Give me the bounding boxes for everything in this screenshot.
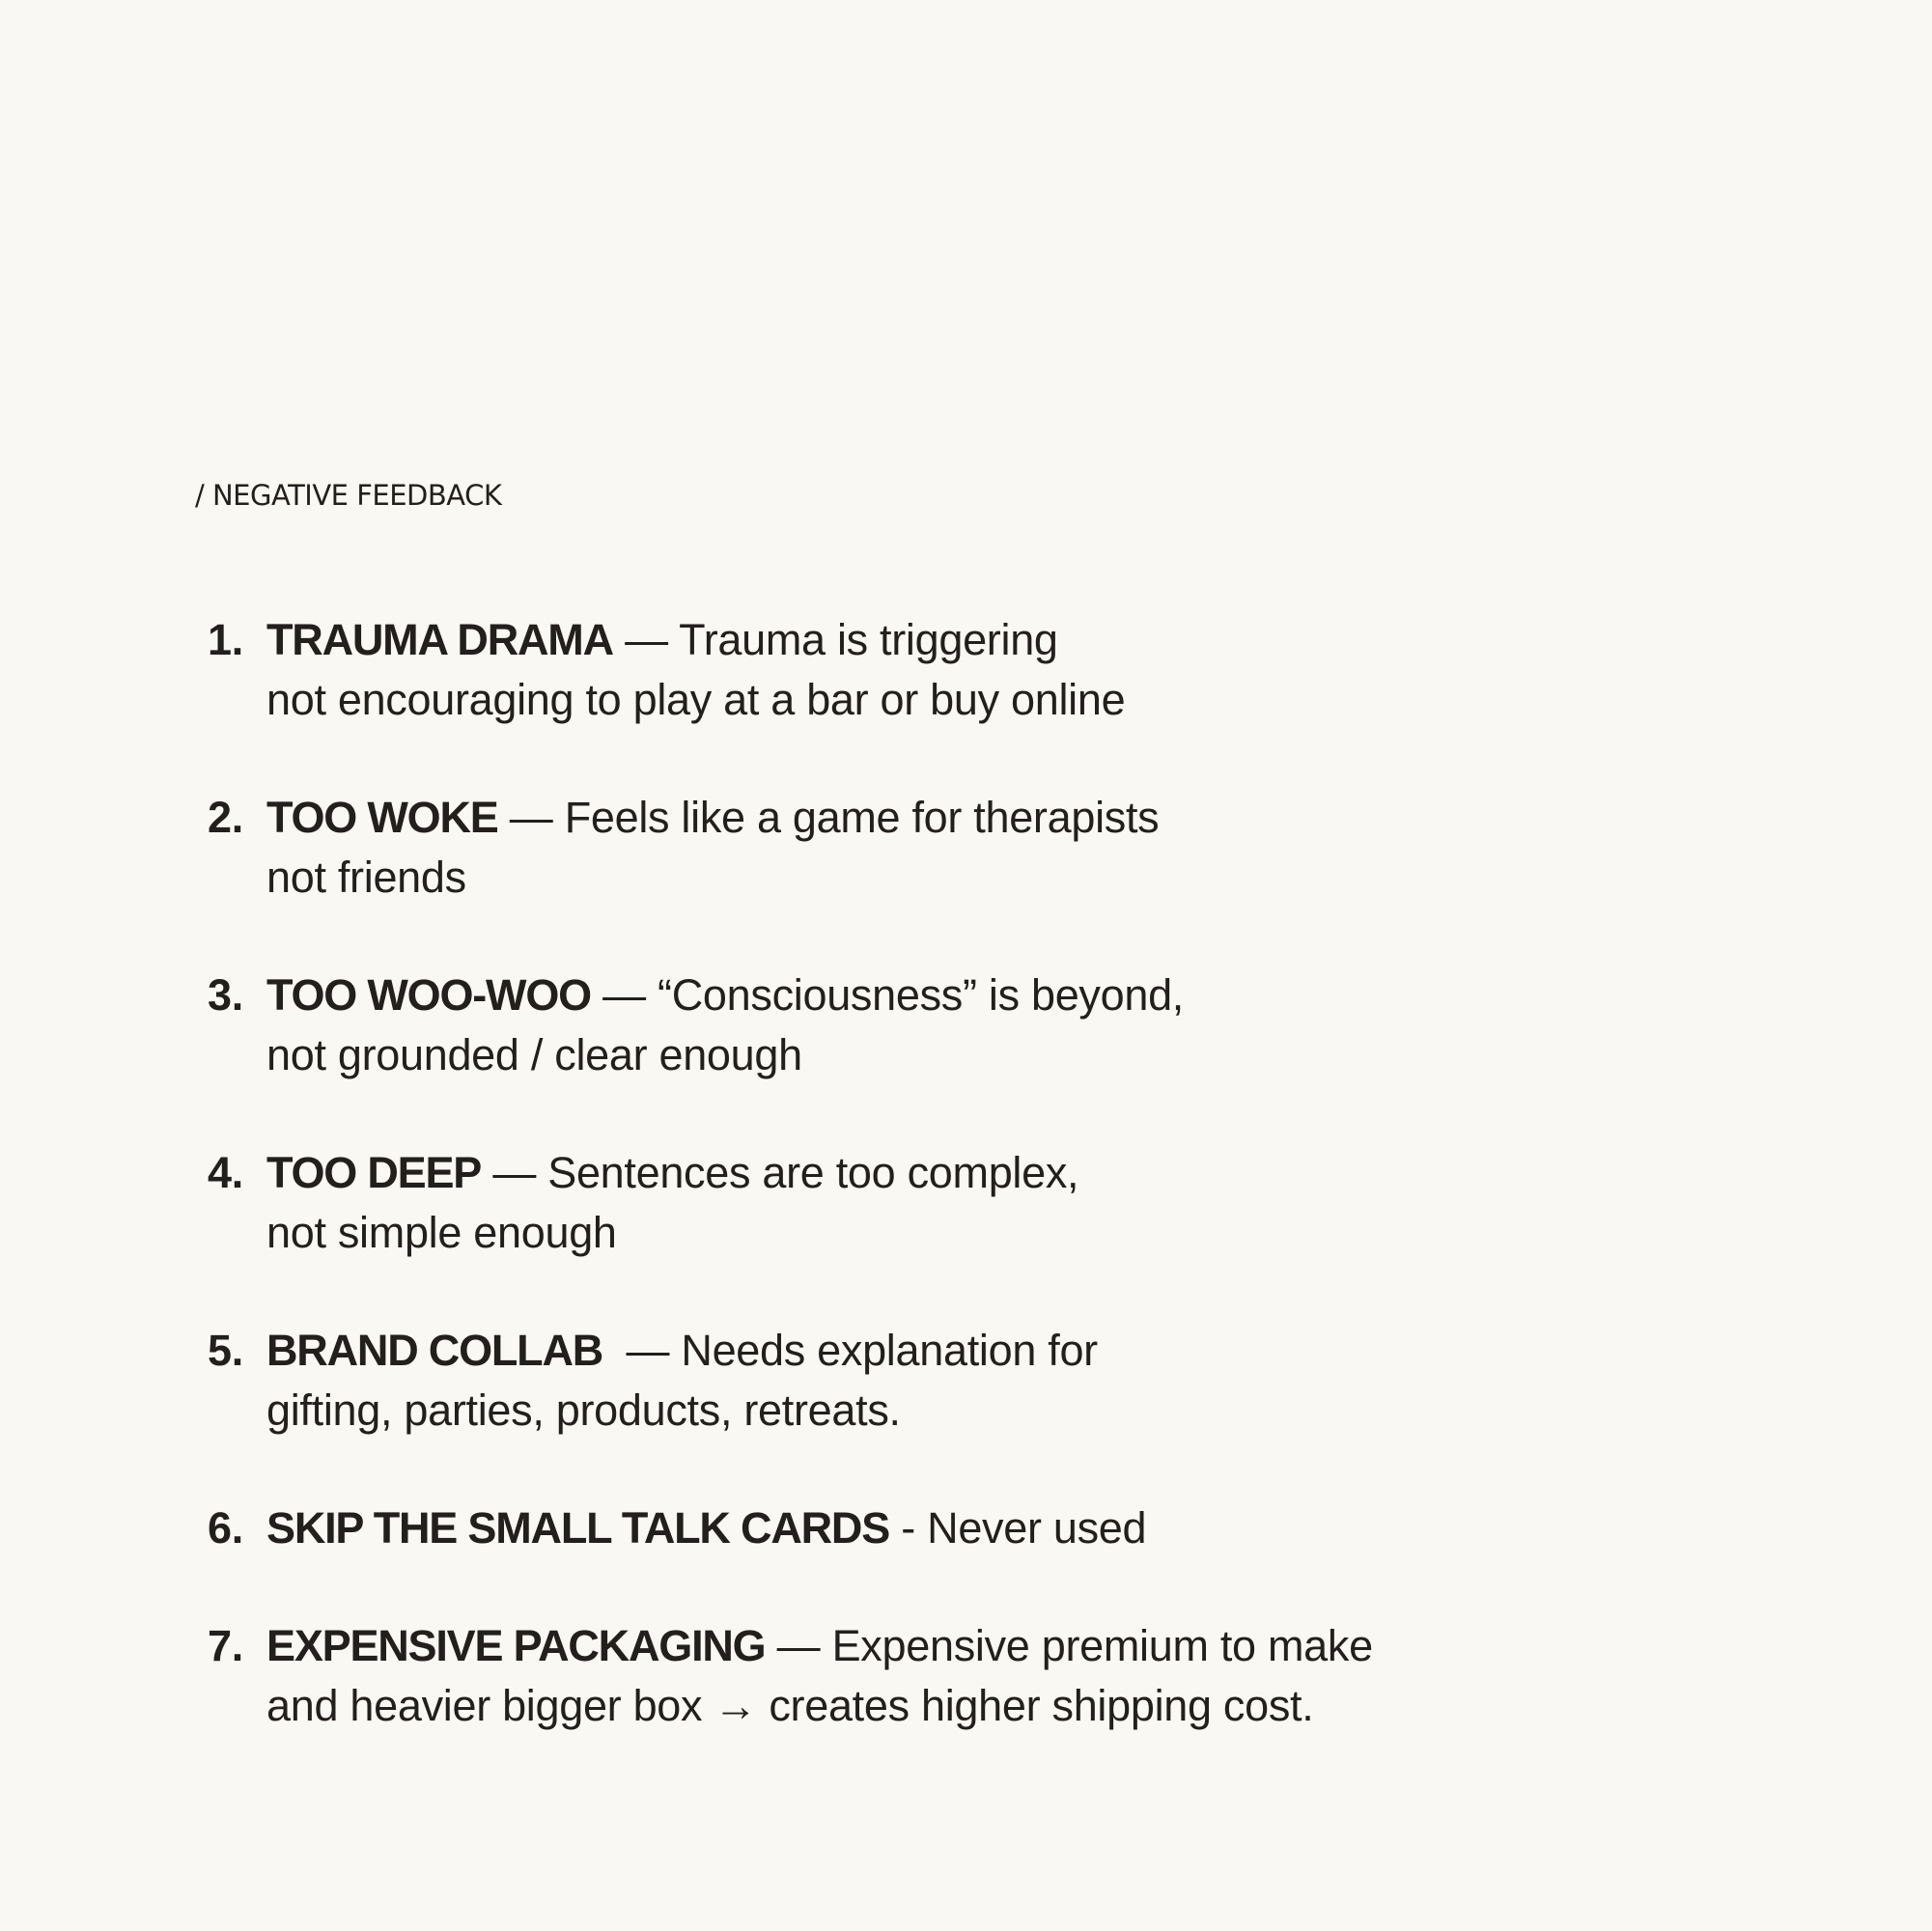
item-separator: —: [590, 970, 658, 1020]
item-title: TOO DEEP: [266, 1148, 482, 1197]
item-number: 4.: [208, 1148, 243, 1197]
item-first-line: [266, 1143, 1752, 1203]
item-separator: —: [602, 1326, 682, 1375]
item-description-line2: and heavier bigger box → creates higher shipping cost.: [266, 1681, 1314, 1730]
item-separator: —: [612, 615, 680, 664]
feedback-item-skip-the-small-talk-cards: [208, 1498, 1752, 1558]
item-description-line1: Never used: [927, 1503, 1147, 1553]
item-description-line1: Sentences are too complex,: [547, 1148, 1079, 1197]
item-title: BRAND COLLAB: [266, 1326, 603, 1375]
item-separator: -: [889, 1503, 928, 1553]
item-number: 1.: [208, 615, 243, 664]
item-title: TOO WOKE: [266, 793, 498, 842]
item-separator: —: [765, 1621, 832, 1670]
item-description-line2: not friends: [266, 853, 466, 902]
feedback-item-too-woo-woo: [208, 966, 1752, 1085]
feedback-item-brand-collab: [208, 1321, 1752, 1441]
item-first-line: [266, 966, 1752, 1025]
item-number: 6.: [208, 1503, 243, 1553]
item-description-line2: not encouraging to play at a bar or buy online: [266, 675, 1126, 724]
item-separator: —: [497, 793, 565, 842]
item-description-line2: not simple enough: [266, 1208, 617, 1257]
feedback-item-too-deep: [208, 1143, 1752, 1263]
feedback-item-trauma-drama: [208, 610, 1752, 730]
item-number: 3.: [208, 970, 243, 1020]
item-description-line1: Needs explanation for: [681, 1326, 1098, 1375]
item-first-line: [266, 1321, 1752, 1381]
item-first-line: [266, 610, 1752, 670]
item-title: TOO WOO-WOO: [266, 970, 591, 1020]
item-description-line1: “Consciousness” is beyond,: [658, 970, 1185, 1020]
feedback-list: [208, 610, 1752, 1736]
item-description-line2: gifting, parties, products, retreats.: [266, 1385, 901, 1435]
item-description-line1: Trauma is triggering: [679, 615, 1058, 664]
item-description-line2: not grounded / clear enough: [266, 1030, 802, 1079]
item-first-line: [266, 1616, 1752, 1676]
item-number: 7.: [208, 1621, 243, 1670]
item-title: EXPENSIVE PACKAGING: [266, 1621, 766, 1670]
item-first-line: [266, 1498, 1752, 1558]
feedback-item-too-woke: [208, 788, 1752, 908]
item-description-line1: Expensive premium to make: [831, 1621, 1373, 1670]
feedback-item-expensive-packaging: [208, 1616, 1752, 1736]
item-description-line1: Feels like a game for therapists: [564, 793, 1160, 842]
item-title: SKIP THE SMALL TALK CARDS: [266, 1503, 890, 1553]
item-title: TRAUMA DRAMA: [266, 615, 613, 664]
item-first-line: [266, 788, 1752, 848]
item-number: 2.: [208, 793, 243, 842]
item-separator: —: [481, 1148, 548, 1197]
item-number: 5.: [208, 1326, 243, 1375]
section-label: / NEGATIVE FEEDBACK: [195, 479, 502, 512]
